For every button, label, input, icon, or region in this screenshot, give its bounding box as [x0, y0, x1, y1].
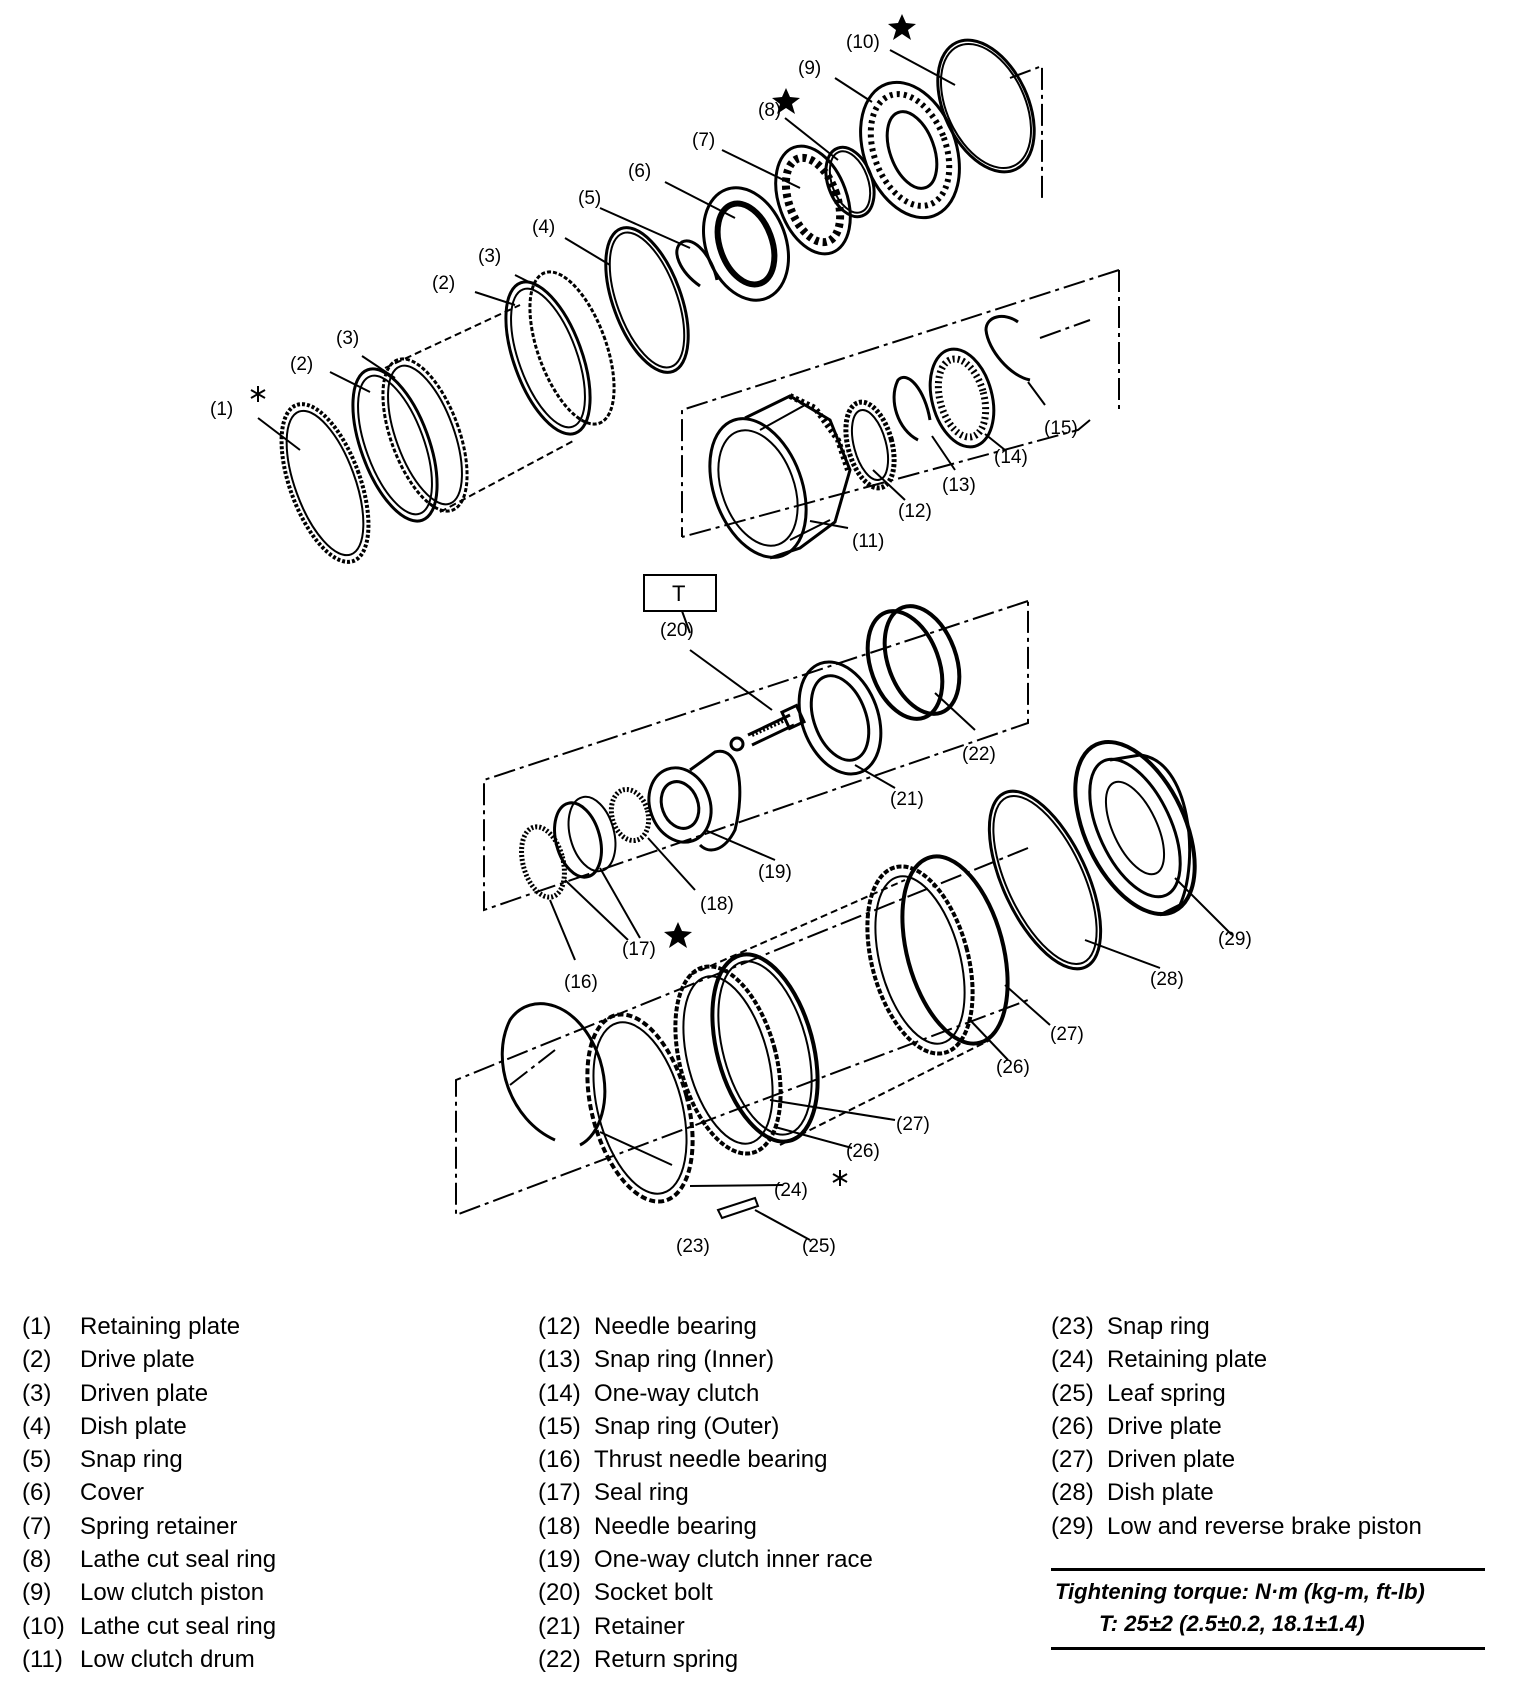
tightening-torque-box — [1051, 1568, 1485, 1650]
legend-item — [538, 1443, 873, 1476]
legend-item-label: Thrust needle bearing — [594, 1446, 828, 1474]
legend-item-number: (24) — [1051, 1346, 1094, 1374]
legend-item-number: (13) — [538, 1346, 581, 1374]
legend-item-number: (11) — [22, 1645, 63, 1673]
legend-item-number: (5) — [22, 1446, 52, 1474]
legend-item — [1051, 1343, 1422, 1376]
legend-item-label: Low and reverse brake piston — [1107, 1512, 1422, 1540]
legend-item-label: Dish plate — [1107, 1479, 1214, 1507]
legend-item-label: Snap ring (Inner) — [594, 1346, 775, 1374]
legend-item-number: (22) — [538, 1645, 581, 1673]
part-17-seal-ring — [547, 792, 623, 883]
legend-item — [538, 1343, 873, 1376]
callout-11: (11) — [852, 531, 885, 552]
legend-item — [538, 1576, 873, 1609]
legend-item — [22, 1543, 276, 1576]
callout-13: (13) — [942, 475, 976, 496]
legend-item — [538, 1643, 873, 1676]
legend-item-number: (12) — [538, 1313, 581, 1340]
callout-26: (26) — [846, 1141, 880, 1162]
part-24-retaining-plate — [569, 1003, 711, 1213]
torque-heading: Tightening torque: N·m (kg-m, ft-lb) — [1055, 1579, 1425, 1604]
callout-8: (8) — [758, 100, 782, 121]
callout-25: (25) — [802, 1236, 836, 1257]
part-11-low-clutch-drum — [692, 396, 850, 571]
legend-item-label: Retainer — [594, 1612, 685, 1640]
part-29-low-and-reverse-brake-piston — [1051, 723, 1219, 932]
legend-item-number: (6) — [22, 1479, 52, 1507]
callout-18: (18) — [700, 894, 734, 915]
callout-20: (20) — [660, 620, 694, 641]
callout-4: (4) — [532, 217, 556, 238]
legend-item-label: Snap ring (Outer) — [594, 1412, 780, 1440]
legend-item — [1051, 1310, 1422, 1343]
legend-item-number: (28) — [1051, 1479, 1094, 1507]
part-25-leaf-spring — [718, 1198, 758, 1218]
legend-item-number: (21) — [538, 1612, 581, 1640]
legend-item-number: (18) — [538, 1512, 581, 1540]
legend-item-label: Low clutch piston — [80, 1579, 265, 1607]
legend-item-number: (3) — [22, 1379, 52, 1407]
legend-item-number: (9) — [22, 1579, 52, 1607]
legend-item — [538, 1310, 873, 1343]
part-7-spring-retainer — [762, 136, 864, 265]
legend-item-label: Cover — [80, 1479, 145, 1507]
callout-29: (29) — [1218, 929, 1252, 950]
legend-item-number: (2) — [22, 1346, 52, 1374]
asterisk-icon-1 — [251, 386, 265, 402]
star-icon-10 — [888, 14, 916, 40]
callout-1: (1) — [210, 399, 234, 420]
legend-item — [538, 1510, 873, 1543]
legend-item — [538, 1543, 873, 1576]
legend-item-label: Leaf spring — [1107, 1379, 1226, 1407]
callout-26: (26) — [996, 1057, 1030, 1078]
callout-12: (12) — [898, 501, 932, 522]
legend-item-label: Drive plate — [80, 1346, 195, 1374]
callout-3: (3) — [336, 328, 360, 349]
legend-item-label: Snap ring — [80, 1446, 183, 1474]
asterisk-icon-24 — [833, 1170, 847, 1186]
legend-item — [22, 1343, 276, 1376]
legend-item-label: Retaining plate — [1107, 1346, 1268, 1374]
legend-item — [1051, 1443, 1422, 1476]
callout-24: (24) — [774, 1180, 808, 1201]
legend-item-number: (1) — [22, 1313, 52, 1340]
callout-27: (27) — [1050, 1024, 1084, 1045]
legend-column-1 — [22, 1310, 276, 1676]
legend-item-label: Socket bolt — [594, 1579, 713, 1607]
part-21-retainer — [784, 651, 895, 786]
legend-item-label: Return spring — [594, 1645, 739, 1673]
legend-item-number: (20) — [538, 1579, 581, 1607]
legend-item — [22, 1610, 276, 1643]
legend-item — [22, 1643, 276, 1676]
legend-item-number: (10) — [22, 1612, 65, 1640]
callout-2: (2) — [432, 273, 456, 294]
legend-item-number: (19) — [538, 1546, 581, 1574]
callout-9: (9) — [798, 58, 822, 79]
legend-item — [22, 1510, 276, 1543]
callout-27: (27) — [896, 1114, 930, 1135]
legend-item-number: (16) — [538, 1446, 581, 1474]
legend-item — [1051, 1377, 1422, 1410]
legend-column-2 — [538, 1310, 873, 1676]
legend-item-label: Driven plate — [80, 1379, 209, 1407]
legend-item-label: Dish plate — [80, 1412, 187, 1440]
legend-item-label: Seal ring — [594, 1479, 689, 1507]
legend-item — [1051, 1476, 1422, 1509]
legend-item — [22, 1476, 276, 1509]
legend-item — [538, 1410, 873, 1443]
legend-item-number: (26) — [1051, 1412, 1094, 1440]
callout-22: (22) — [962, 744, 996, 765]
legend-item-label: One-way clutch inner race — [594, 1546, 873, 1574]
legend-item-number: (23) — [1051, 1313, 1094, 1340]
part-26-drive-plate-2 — [849, 855, 991, 1065]
legend-column-3 — [1051, 1310, 1422, 1543]
legend-item-label: Drive plate — [1107, 1412, 1222, 1440]
legend-item-number: (27) — [1051, 1446, 1094, 1474]
legend-item-label: Spring retainer — [80, 1512, 238, 1540]
callout-3: (3) — [478, 246, 502, 267]
callout-5: (5) — [578, 188, 602, 209]
legend-item-number: (14) — [538, 1379, 581, 1407]
legend-item-label: Retaining plate — [80, 1313, 241, 1340]
legend-item — [22, 1443, 276, 1476]
legend-item — [22, 1310, 276, 1343]
legend-item — [538, 1377, 873, 1410]
callout-21: (21) — [890, 789, 924, 810]
part-1-retaining-plate — [264, 393, 387, 573]
legend-item — [538, 1476, 873, 1509]
part-18-needle-bearing — [606, 785, 654, 845]
legend-item-number: (4) — [22, 1412, 52, 1440]
part-19-one-way-clutch-inner-race — [639, 751, 740, 851]
legend-item — [538, 1610, 873, 1643]
legend-item-label: Snap ring — [1107, 1313, 1210, 1340]
legend-item-number: (17) — [538, 1479, 581, 1507]
legend-item — [22, 1377, 276, 1410]
callout-15: (15) — [1044, 418, 1078, 439]
legend-item-number: (15) — [538, 1412, 581, 1440]
callout-28: (28) — [1150, 969, 1184, 990]
callout-2: (2) — [290, 354, 314, 375]
star-icon-17 — [664, 922, 692, 948]
legend-item-label: Driven plate — [1107, 1446, 1236, 1474]
callout-14: (14) — [994, 447, 1028, 468]
callout-7: (7) — [692, 130, 716, 151]
legend-item-label: Low clutch drum — [80, 1645, 255, 1673]
legend-item-label: Needle bearing — [594, 1512, 757, 1540]
legend-item-number: (7) — [22, 1512, 52, 1540]
callout-17: (17) — [622, 939, 656, 960]
legend-item — [22, 1410, 276, 1443]
legend-item-number: (8) — [22, 1546, 52, 1574]
part-15-snap-ring-outer — [986, 316, 1030, 380]
part-9-low-clutch-piston — [843, 68, 977, 231]
torque-marker-label: T — [672, 581, 686, 606]
callout-10: (10) — [846, 32, 880, 53]
callout-16: (16) — [564, 972, 598, 993]
legend-item-label: Needle bearing — [594, 1313, 757, 1340]
legend-item-label: Lathe cut seal ring — [80, 1612, 277, 1640]
legend-item-label: One-way clutch — [594, 1379, 760, 1407]
part-22-return-spring — [854, 596, 973, 730]
torque-value: T: 25±2 (2.5±0.2, 18.1±1.4) — [1099, 1611, 1365, 1636]
legend-item-number: (29) — [1051, 1512, 1094, 1540]
part-2-drive-plate-2 — [489, 271, 608, 445]
legend-item-number: (25) — [1051, 1379, 1094, 1407]
part-13-snap-ring-inner — [894, 377, 930, 440]
legend-item — [1051, 1510, 1422, 1543]
legend-item — [22, 1576, 276, 1609]
callout-23: (23) — [676, 1236, 710, 1257]
part-28-dish-plate — [966, 775, 1123, 985]
legend-item — [1051, 1410, 1422, 1443]
callout-19: (19) — [758, 862, 792, 883]
callout-6: (6) — [628, 161, 652, 182]
legend-item-label: Lathe cut seal ring — [80, 1546, 277, 1574]
part-20-socket-bolt — [748, 705, 804, 745]
part-3-driven-plate-2 — [513, 261, 632, 435]
